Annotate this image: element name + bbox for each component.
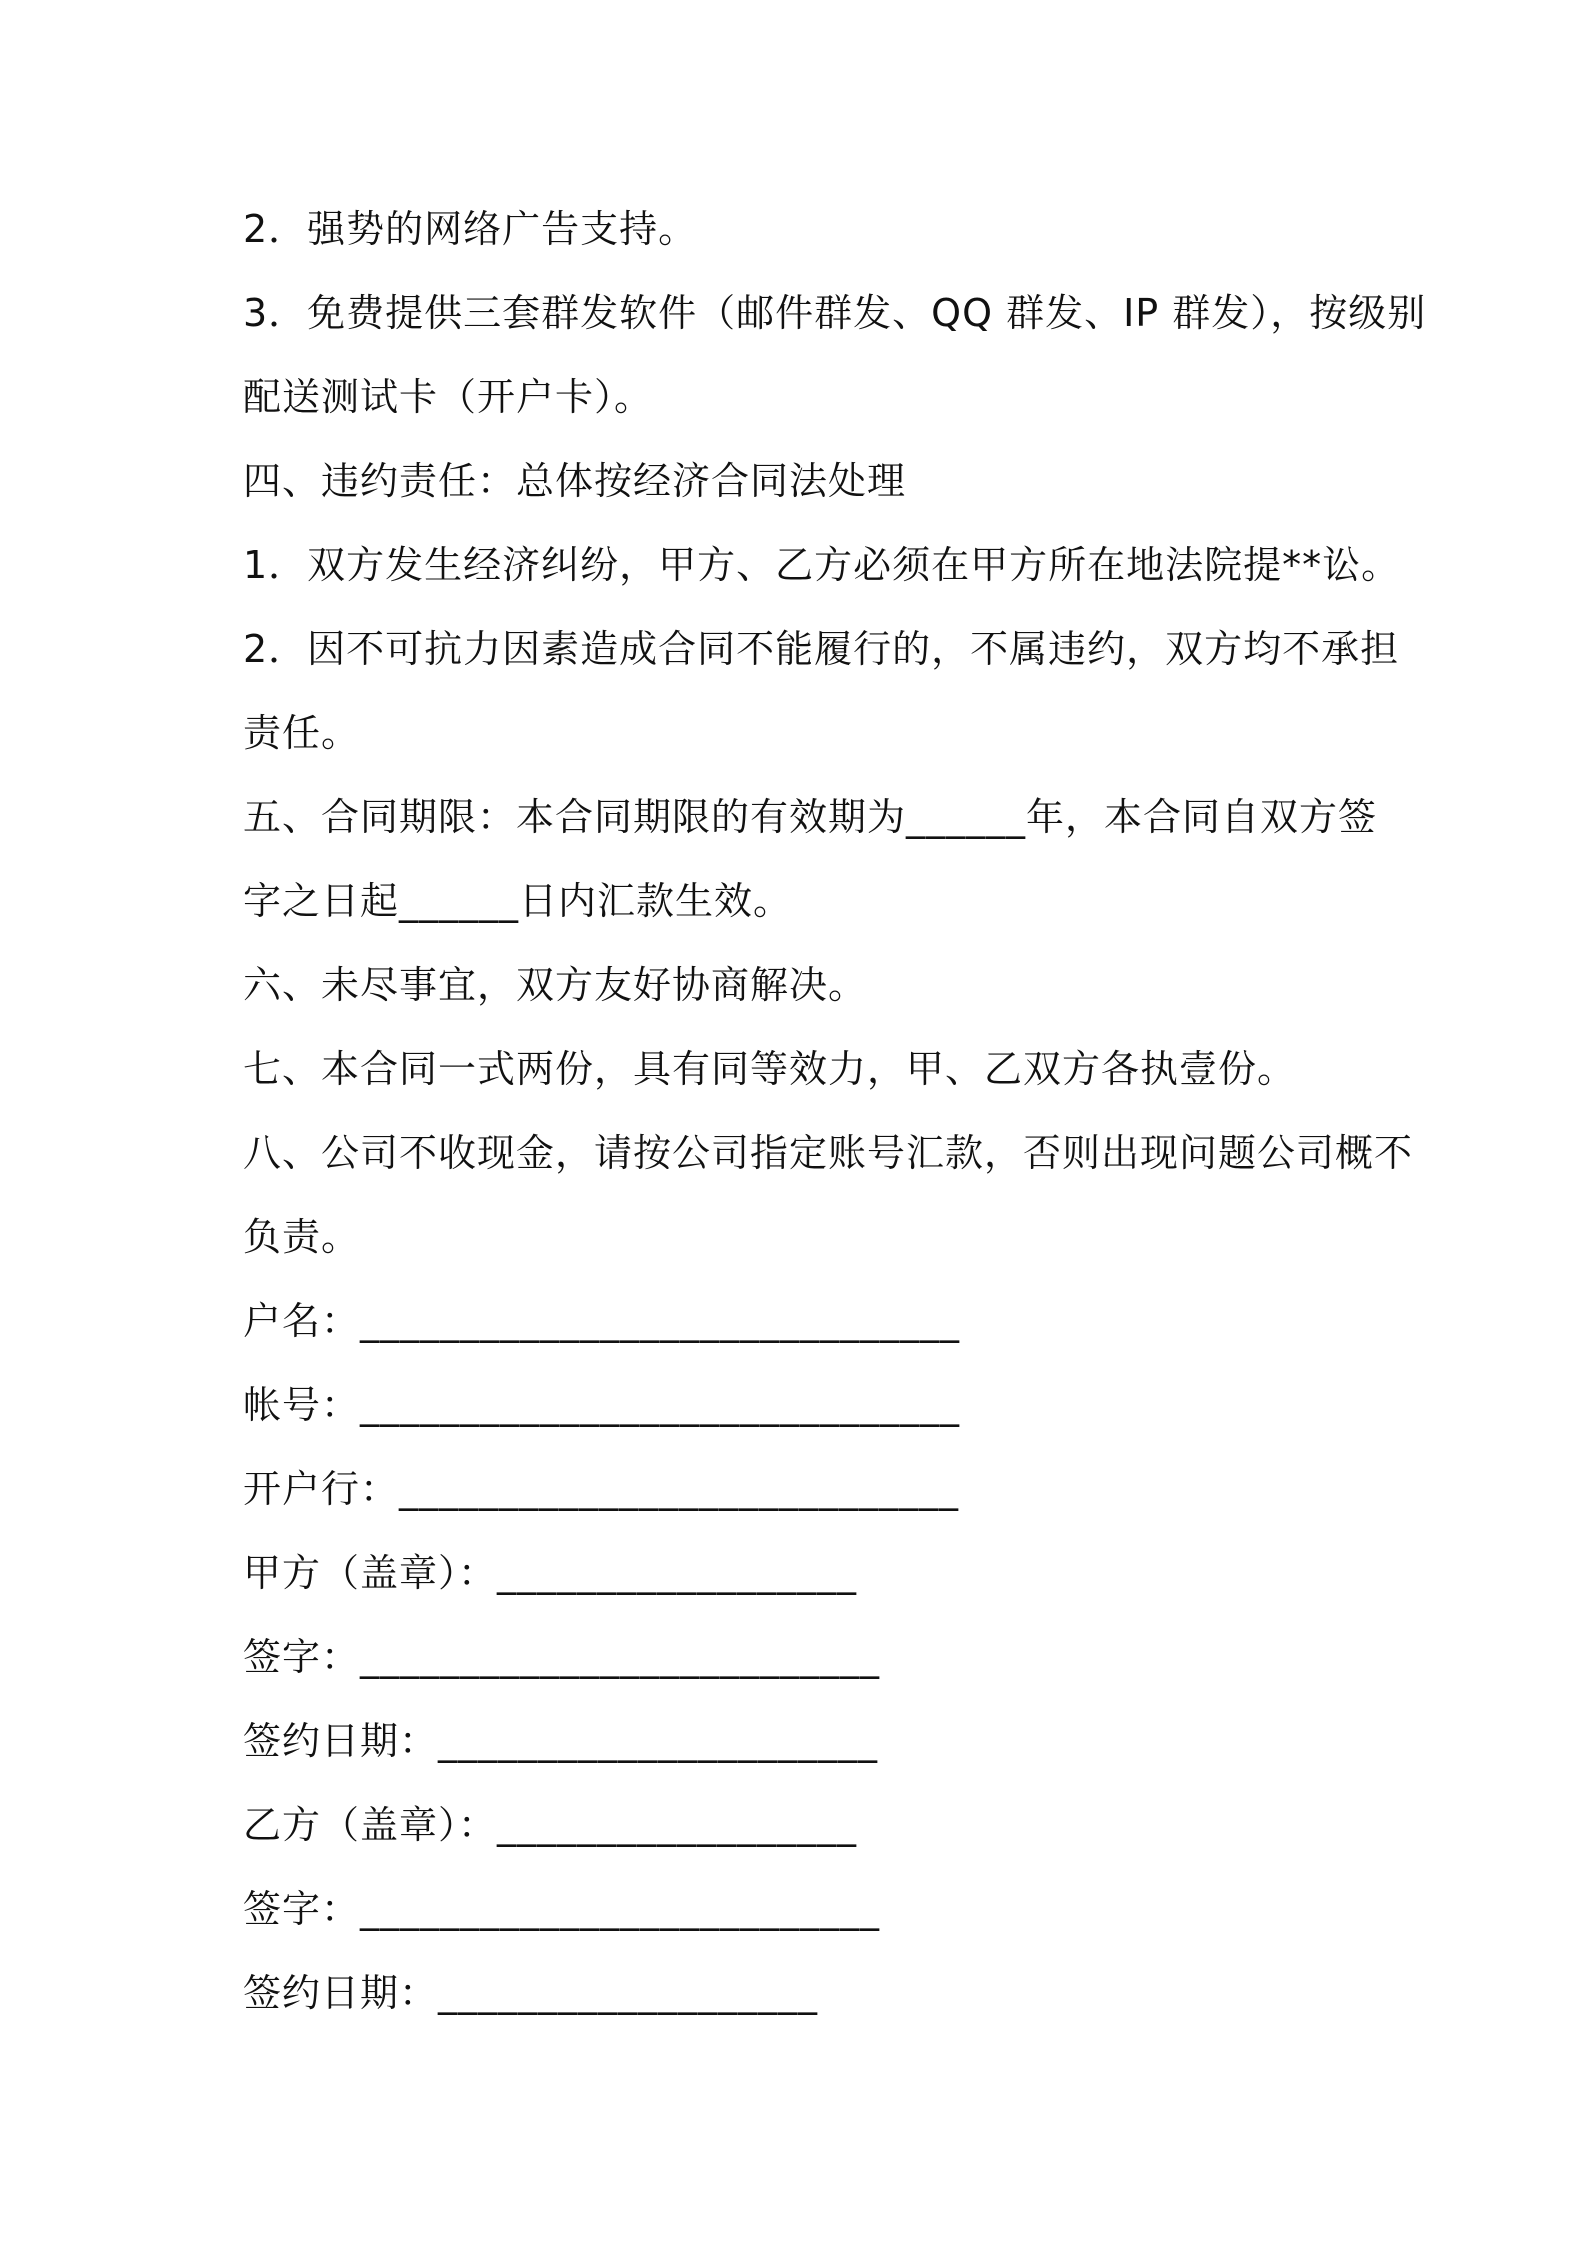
party-b-signature-field: 签字：__________________________ xyxy=(243,1887,881,1931)
account-name-field: 户名：______________________________ xyxy=(243,1299,961,1343)
clause-8-line-2: 负责。 xyxy=(243,1215,361,1259)
clause-7: 七、本合同一式两份，具有同等效力，甲、乙双方各执壹份。 xyxy=(243,1047,1297,1091)
clause-4-item-2-line-2: 责任。 xyxy=(243,711,361,755)
bank-field: 开户行：____________________________ xyxy=(243,1467,960,1511)
clause-4-heading: 四、违约责任：总体按经济合同法处理 xyxy=(243,459,907,503)
clause-5-line-2: 字之日起______日内汇款生效。 xyxy=(243,879,793,923)
clause-3-item-3-line-1: 3．免费提供三套群发软件（邮件群发、QQ 群发、IP 群发），按级别 xyxy=(243,291,1427,335)
party-a-date-field: 签约日期：______________________ xyxy=(243,1719,879,1763)
account-number-field: 帐号：______________________________ xyxy=(243,1383,961,1427)
party-a-seal-field: 甲方（盖章）：__________________ xyxy=(243,1551,858,1595)
clause-4-item-2-line-1: 2．因不可抗力因素造成合同不能履行的，不属违约，双方均不承担 xyxy=(243,627,1400,671)
party-b-date-field: 签约日期：___________________ xyxy=(243,1971,819,2015)
clause-8-line-1: 八、公司不收现金，请按公司指定账号汇款，否则出现问题公司概不 xyxy=(243,1131,1414,1175)
party-b-seal-field: 乙方（盖章）：__________________ xyxy=(243,1803,858,1847)
party-a-signature-field: 签字：__________________________ xyxy=(243,1635,881,1679)
clause-6: 六、未尽事宜，双方友好协商解决。 xyxy=(243,963,868,1007)
clause-4-item-1: 1．双方发生经济纠纷，甲方、乙方必须在甲方所在地法院提**讼。 xyxy=(243,543,1401,587)
clause-5-line-1: 五、合同期限：本合同期限的有效期为______年，本合同自双方签 xyxy=(243,795,1378,839)
clause-3-item-3-line-2: 配送测试卡（开户卡）。 xyxy=(243,375,654,419)
clause-3-item-2: 2．强势的网络广告支持。 xyxy=(243,207,698,251)
